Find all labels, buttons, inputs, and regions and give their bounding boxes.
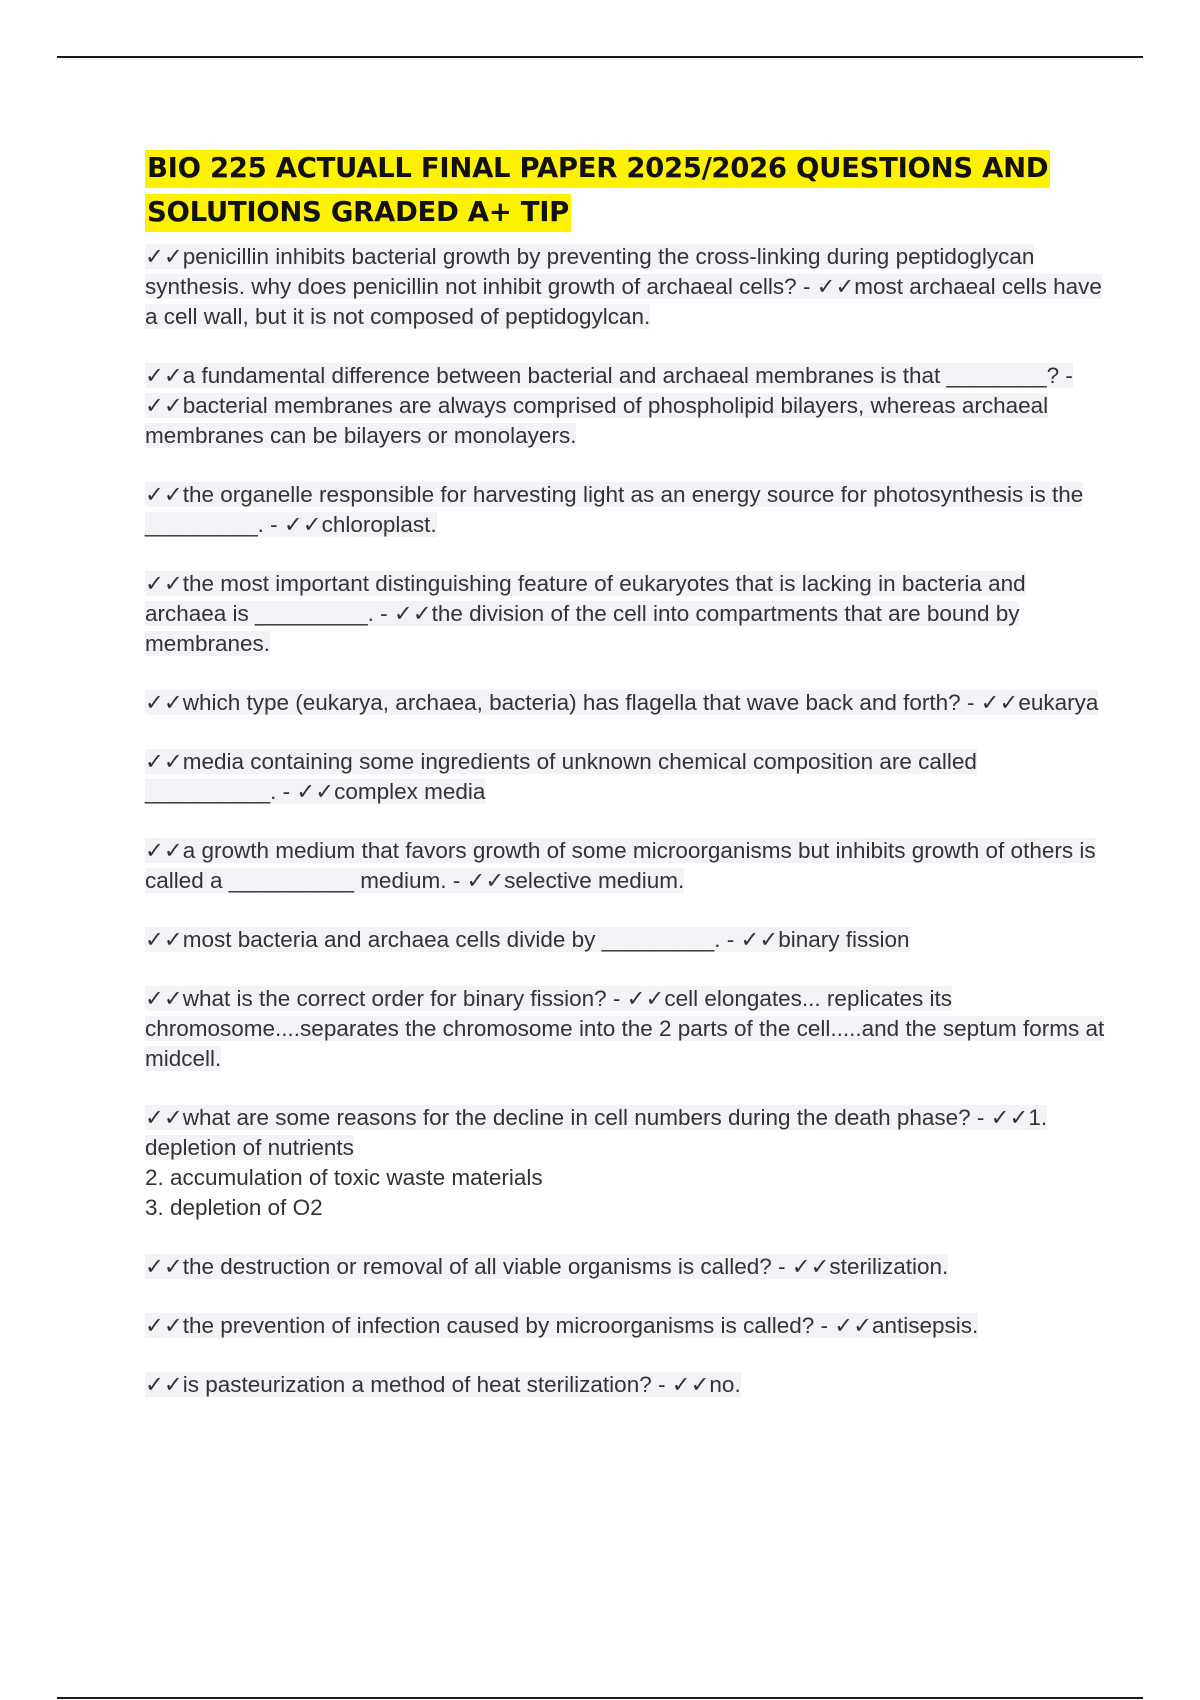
document-title [145,146,1105,234]
qa-text: ✓✓the prevention of infection caused by microorganisms is called? - ✓✓antisepsis. [145,1313,979,1338]
qa-item [145,480,1105,540]
qa-item [145,1311,1105,1341]
qa-item [145,569,1105,659]
qa-item [145,925,1105,955]
title-highlight: BIO 225 ACTUALL FINAL PAPER 2025/2026 QUESTIONS AND SOLUTIONS GRADED A+ TIP [145,150,1050,232]
qa-item [145,984,1105,1074]
top-rule [57,56,1143,58]
qa-text: ✓✓most bacteria and archaea cells divide by _________. - ✓✓binary fission [145,927,910,952]
qa-text: ✓✓the destruction or removal of all viable organisms is called? - ✓✓sterilization. [145,1254,949,1279]
qa-text: ✓✓a fundamental difference between bacterial and archaeal membranes is that ________? - ✓✓bacterial membranes are always comprised of phospholipid bilayers, whereas archaeal membranes can be bilayers or monolayers. [145,363,1073,448]
qa-item [145,1252,1105,1282]
qa-item [145,361,1105,451]
list-item: 2. accumulation of toxic waste materials [145,1165,543,1190]
qa-item [145,747,1105,807]
bottom-rule [57,1697,1143,1699]
qa-text: ✓✓media containing some ingredients of unknown chemical composition are called __________. - ✓✓complex media [145,749,977,804]
list-item: 3. depletion of O2 [145,1195,323,1220]
qa-text: ✓✓is pasteurization a method of heat sterilization? - ✓✓no. [145,1372,741,1397]
document-body [145,146,1105,1429]
reasons-list [145,1163,1105,1223]
qa-text: ✓✓what are some reasons for the decline in cell numbers during the death phase? - ✓✓1. depletion of nutrients [145,1105,1048,1160]
qa-item [145,1370,1105,1400]
qa-item [145,688,1105,718]
qa-text: ✓✓penicillin inhibits bacterial growth by preventing the cross-linking during peptidoglycan synthesis. why does penicillin not inhibit growth of archaeal cells? - ✓✓most archaeal cells have a cell wall, but it is not composed of peptidogylcan. [145,244,1102,329]
qa-item-with-list [145,1103,1105,1223]
qa-item [145,242,1105,332]
qa-text: ✓✓what is the correct order for binary fission? - ✓✓cell elongates... replicates its chromosome....separates the chromosome into the 2 parts of the cell.....and the septum forms at midcell. [145,986,1105,1071]
qa-text: ✓✓which type (eukarya, archaea, bacteria) has flagella that wave back and forth? - ✓✓eukarya [145,690,1099,715]
qa-text: ✓✓the organelle responsible for harvesting light as an energy source for photosynthesis is the _________. - ✓✓chloroplast. [145,482,1084,537]
qa-text: ✓✓a growth medium that favors growth of some microorganisms but inhibits growth of others is called a __________ medium. - ✓✓selective medium. [145,838,1096,893]
qa-item [145,836,1105,896]
qa-text: ✓✓the most important distinguishing feature of eukaryotes that is lacking in bacteria and archaea is _________. - ✓✓the division of the cell into compartments that are bound by membranes. [145,571,1026,656]
